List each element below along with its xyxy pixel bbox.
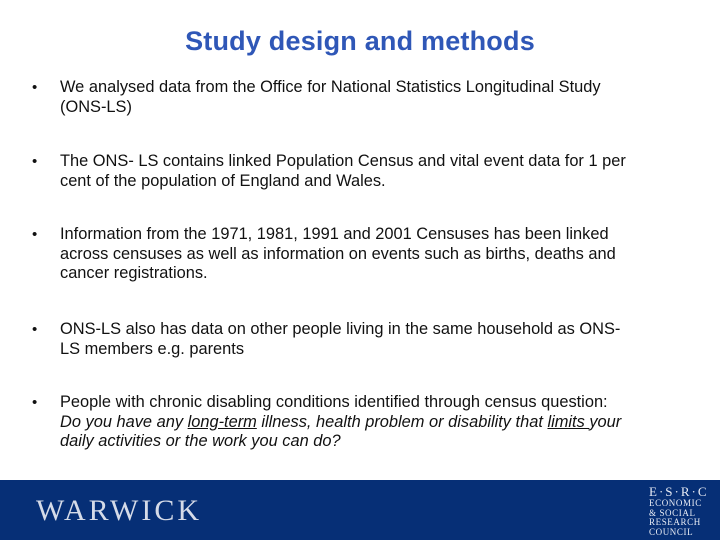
bullet-line: Information from the 1971, 1981, 1991 and 2001 Censuses has been linked: [60, 225, 609, 243]
bullet-marker: •: [32, 153, 38, 170]
bullet-marker: •: [32, 394, 38, 411]
census-question-text: illness, health problem or disability that: [256, 412, 548, 431]
census-question-line: daily activities or the work you can do?: [60, 432, 341, 450]
esrc-mark: E·S·R·C: [649, 484, 709, 499]
bullet-text: [60, 78, 690, 117]
esrc-line: RESEARCH: [649, 517, 701, 527]
bullet-marker: •: [32, 226, 38, 243]
bullet-marker: •: [32, 321, 38, 338]
bullet-line: cent of the population of England and Wales.: [60, 171, 386, 190]
bullet-text: [60, 393, 690, 452]
esrc-line: COUNCIL: [649, 526, 694, 537]
warwick-logo: WARWICK: [36, 494, 202, 527]
esrc-line: & SOCIAL: [649, 507, 696, 518]
bullet-line: (ONS-LS): [60, 97, 132, 116]
census-question-text: your: [589, 412, 622, 431]
bullet-line: The ONS- LS contains linked Population Census and vital event data for 1 per: [60, 152, 626, 170]
esrc-line: ECONOMIC: [649, 498, 702, 508]
footer-bar: [0, 480, 720, 540]
bullet-line: LS members e.g. parents: [60, 339, 245, 358]
bullet-line: We analysed data from the Office for National Statistics Longitudinal Study: [60, 78, 601, 96]
page-title: Study design and methods: [185, 26, 535, 56]
census-question-text: Do you have any: [60, 412, 188, 431]
bullet-line: across censuses as well as information on events such as births, deaths and: [60, 244, 616, 263]
census-question-line: [60, 413, 690, 433]
bullet-text: [60, 320, 690, 359]
bullet-text: [60, 152, 690, 191]
bullet-line: ONS-LS also has data on other people living in the same household as ONS-: [60, 320, 621, 338]
bullet-line: cancer registrations.: [60, 264, 208, 282]
bullet-text: [60, 225, 690, 284]
bullet-marker: •: [32, 79, 38, 96]
bullet-line: People with chronic disabling conditions identified through census question:: [60, 393, 608, 411]
underlined-term: limits: [547, 412, 590, 431]
underlined-term: long-term: [187, 412, 257, 431]
esrc-logo: [649, 484, 717, 540]
